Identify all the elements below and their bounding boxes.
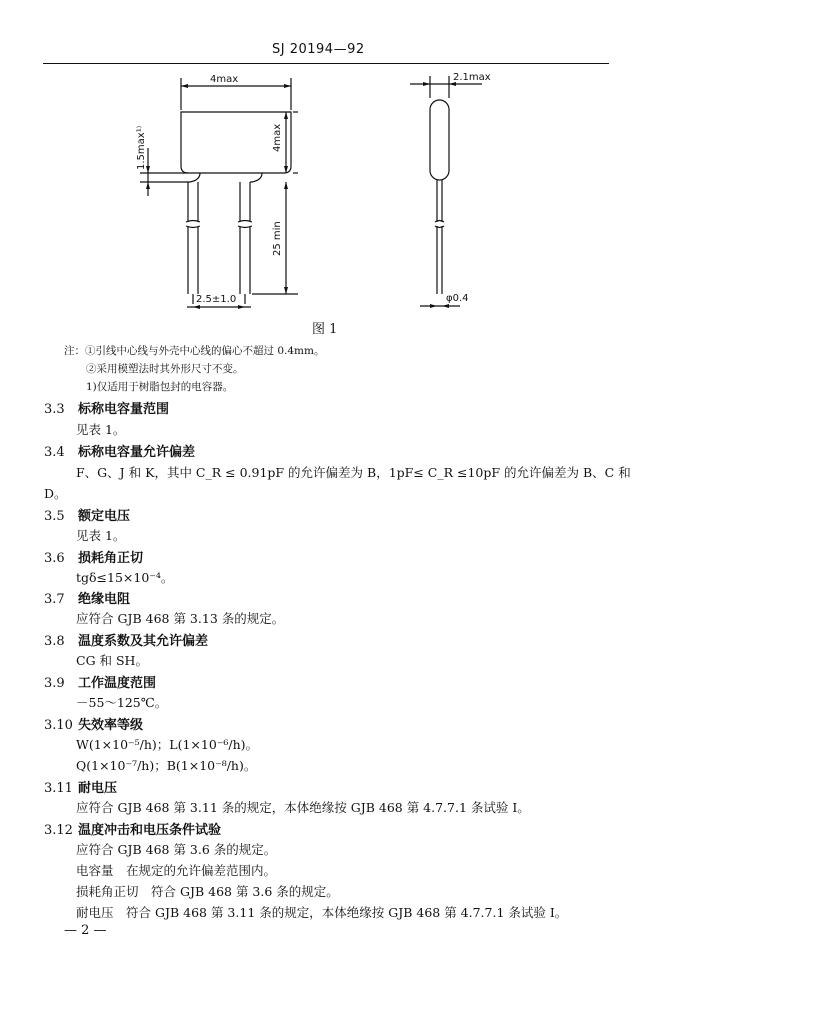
section-text-3-10-b: Q(1×10⁻⁷/h)；B(1×10⁻⁸/h)。	[76, 758, 257, 773]
section-text-3-8: CG 和 SH。	[76, 653, 148, 668]
width-dimension-label: 4max	[210, 74, 239, 85]
section-heading-3-10: 3.10 失效率等级	[44, 718, 144, 733]
section-text-3-5: 见表 1。	[76, 528, 126, 543]
section-text-3-9: －55～125℃。	[76, 695, 168, 710]
height-dimension-label: 4max	[272, 123, 283, 152]
document-code: SJ 20194—92	[272, 42, 365, 57]
capacitor-outline-figure	[0, 64, 815, 318]
figure-caption: 图 1	[312, 322, 338, 337]
section-heading-3-4: 3.4 标称电容量允许偏差	[44, 445, 196, 460]
page-number: — 2 —	[64, 923, 107, 938]
note-2: ②采用模塑法时其外形尺寸不变。	[86, 363, 244, 375]
section-text-3-10-a: W(1×10⁻⁵/h)；L(1×10⁻⁶/h)。	[76, 737, 259, 752]
pitch-dimension-label: 2.5±1.0	[196, 294, 237, 305]
section-heading-3-12: 3.12 温度冲击和电压条件试验	[44, 823, 222, 838]
section-heading-3-8: 3.8 温度系数及其允许偏差	[44, 634, 209, 649]
body-shoulder-left	[188, 173, 200, 182]
section-text-3-12-a: 应符合 GJB 468 第 3.6 条的规定。	[76, 842, 277, 857]
section-text-3-4: F、G、J 和 K，其中 C_R ≤ 0.91pF 的允许偏差为 B，1pF≤ C_R ≤10pF 的允许偏差为 B、C 和	[76, 465, 631, 480]
section-text-3-7: 应符合 GJB 468 第 3.13 条的规定。	[76, 611, 285, 626]
section-text-3-12-b: 电容量 在规定的允许偏差范围内。	[76, 863, 277, 878]
offset-dimension-label: 1.5max¹⁾	[136, 125, 147, 170]
section-heading-3-9: 3.9 工作温度范围	[44, 676, 157, 691]
lead-diameter-label: φ0.4	[446, 293, 469, 304]
note-3: 1)仅适用于树脂包封的电容器。	[86, 381, 234, 393]
side-body	[430, 100, 449, 180]
section-heading-3-5: 3.5 额定电压	[44, 509, 131, 524]
section-heading-3-6: 3.6 损耗角正切	[44, 551, 144, 566]
section-heading-3-7: 3.7 绝缘电阻	[44, 592, 131, 607]
body-shoulder-right	[250, 173, 262, 182]
lead-length-label: 25 min	[272, 221, 283, 256]
thickness-dimension-label: 2.1max	[453, 72, 491, 83]
section-heading-3-3: 3.3 标称电容量范围	[44, 402, 170, 417]
section-text-3-11: 应符合 GJB 468 第 3.11 条的规定，本体绝缘按 GJB 468 第 4.7.7.1 条试验 Ⅰ。	[76, 800, 530, 815]
section-heading-3-11: 3.11 耐电压	[44, 781, 118, 796]
note-1: 注：①引线中心线与外壳中心线的偏心不超过 0.4mm。	[64, 345, 325, 357]
section-text-3-12-d: 耐电压 符合 GJB 468 第 3.11 条的规定，本体绝缘按 GJB 468 第 4.7.7.1 条试验 Ⅰ。	[76, 905, 568, 920]
section-text-3-6: tgδ≤15×10⁻⁴。	[76, 570, 174, 585]
section-text-3-4-cont: D。	[44, 486, 67, 501]
section-text-3-12-c: 损耗角正切 符合 GJB 468 第 3.6 条的规定。	[76, 884, 339, 899]
section-text-3-3: 见表 1。	[76, 422, 126, 437]
